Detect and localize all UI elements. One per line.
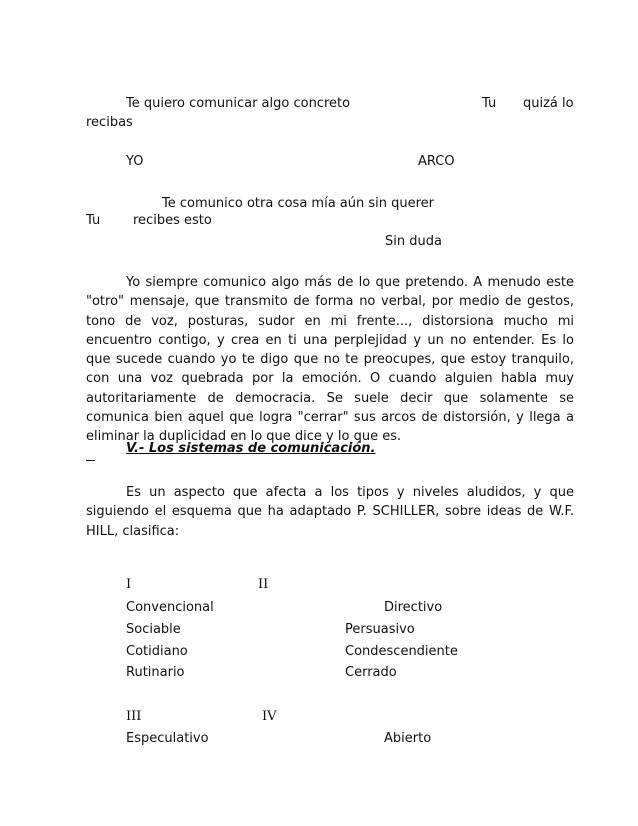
diagram-sin-duda: Sin duda — [385, 234, 442, 249]
section-heading: V.- Los sistemas de comunicación. — [126, 441, 376, 456]
class-number-i: I — [126, 577, 132, 592]
diagram-yo-label: YO — [126, 154, 144, 169]
diagram-receiver-quiza: quizá lo — [523, 96, 574, 111]
diagram-arco-label: ARCO — [418, 154, 455, 169]
diagram-receiver-recibas: recibas — [86, 115, 133, 130]
diagram-receiver-tu-2: Tu — [86, 213, 101, 228]
class-ii-item: Directivo — [384, 600, 443, 615]
class-iv-item: Abierto — [384, 731, 432, 746]
body-paragraph-1: Yo siempre comunico algo más de lo que pretendo. A menudo este "otro" mensaje, que transmito de forma no verbal, por medio de gestos, tono de voz, posturas, sudor en mi frente..., distorsiona mucho mi encuentro contigo, y crea en ti una perplejidad y un no entender. Es lo que sucede cuando yo te digo que no te preocupes, que estoy tranquilo, con una voz quebrada por la emoción. O cuando alguien habla muy autoritariamente de democracia. Se suele decir que solamente se comunica bien aquel que logra "cerrar" sus arcos de distorsión, y llega a eliminar la duplicidad en lo que dice y lo que es. — [86, 275, 574, 445]
diagram-sender-message: Te quiero comunicar algo concreto — [126, 96, 351, 111]
diagram-unintended-message: Te comunico otra cosa mía aún sin querer — [162, 196, 435, 211]
divider-dash — [86, 460, 95, 461]
class-i-item: Sociable — [126, 622, 181, 637]
class-iii-item: Especulativo — [126, 731, 209, 746]
class-i-item: Rutinario — [126, 665, 185, 680]
class-number-iv: IV — [262, 709, 277, 724]
class-ii-item: Condescendiente — [345, 644, 458, 659]
class-i-item: Cotidiano — [126, 644, 188, 659]
diagram-recibes-esto: recibes esto — [133, 213, 212, 228]
class-ii-item: Cerrado — [345, 665, 397, 680]
class-number-ii: II — [258, 577, 269, 592]
class-i-item: Convencional — [126, 600, 214, 615]
class-ii-item: Persuasivo — [345, 622, 415, 637]
class-number-iii: III — [126, 709, 142, 724]
body-paragraph-2: Es un aspecto que afecta a los tipos y niveles aludidos, y que siguiendo el esquema que ha adaptado P. SCHILLER, sobre ideas de W.F. HILL, clasifica: — [86, 485, 574, 539]
diagram-receiver-tu: Tu — [482, 96, 497, 111]
